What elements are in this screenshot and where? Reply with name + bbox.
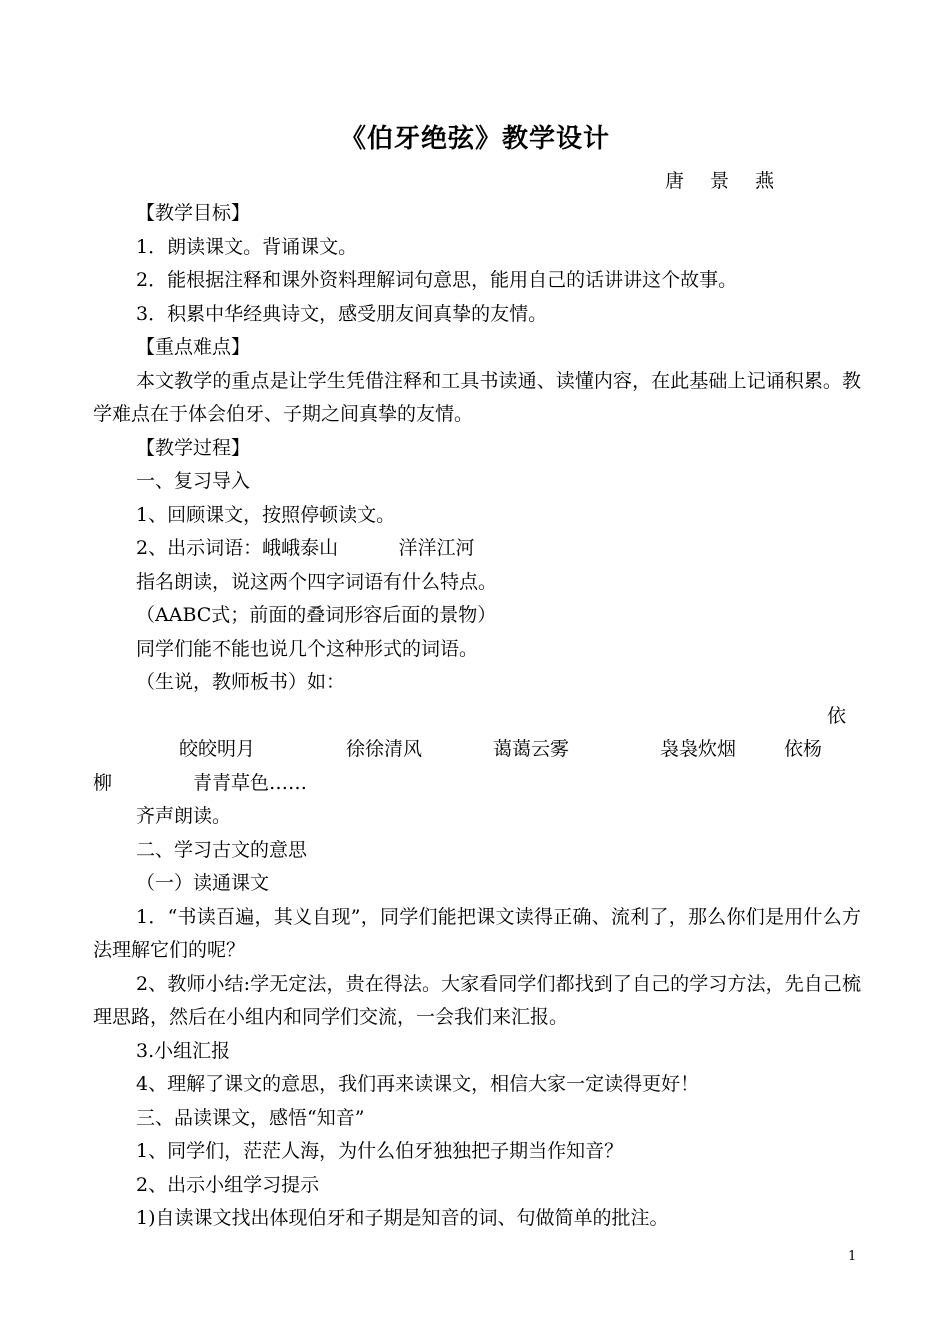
paragraph: 1、回顾课文，按照停顿读文。: [136, 503, 396, 526]
word-item: 青青草色……: [193, 771, 308, 794]
page-number: 1: [848, 1249, 857, 1264]
paragraph: 齐声朗读。: [136, 805, 232, 827]
word-item: 依依杨: [784, 704, 847, 760]
document-title: 《伯牙绝弦》教学设计: [339, 124, 610, 154]
objective-item: 3．积累中华经典诗文，感受朋友间真挚的友情。: [136, 302, 548, 325]
paragraph: 指名朗读，说这两个四字词语有什么特点。: [136, 570, 498, 593]
word-item: 袅袅炊烟: [660, 738, 737, 760]
step-heading: 二、学习古文的意思: [136, 838, 308, 861]
word-list-continued: [93, 767, 861, 801]
objective-item: 2．能根据注释和课外资料理解词句意思，能用自己的话讲讲这个故事。: [136, 269, 738, 291]
paragraph: 4、理解了课文的意思，我们再来读课文，相信大家一定读得更好！: [136, 1073, 700, 1095]
document-body: [93, 197, 861, 1236]
paragraph: （AABC式；前面的叠词形容后面的景物）: [136, 604, 497, 626]
paragraph: 2、出示小组学习提示: [136, 1173, 320, 1196]
paragraph: 2、出示词语：峨峨泰山 洋洋江河: [136, 537, 475, 559]
section-heading-objectives: 【教学目标】: [136, 202, 251, 224]
key-points-paragraph: 本文教学的重点是让学生凭借注释和工具书读通、读懂内容，在此基础上记诵积累。教学难点在于体会伯牙、子期之间真挚的友情。: [93, 369, 861, 425]
section-heading-key-points: 【重点难点】: [136, 336, 251, 358]
author-name: 唐 景 燕: [665, 170, 785, 192]
word-item: 皎皎明月: [179, 738, 256, 760]
paragraph: 2、教师小结:学无定法，贵在得法。大家看同学们都找到了自己的学习方法，先自己梳理思路，然后在小组内和同学们交流，一会我们来汇报。: [93, 972, 861, 1028]
section-heading-process: 【教学过程】: [136, 436, 251, 459]
paragraph: 1)自读课文找出体现伯牙和子期是知音的词、句做简单的批注。: [136, 1207, 669, 1229]
word-item: 徐徐清风: [346, 738, 423, 760]
word-item: 柳: [93, 771, 113, 794]
paragraph: 3.小组汇报: [136, 1039, 231, 1062]
paragraph: 同学们能不能也说几个这种形式的词语。: [136, 637, 479, 660]
step-heading: 一、复习导入: [136, 470, 251, 492]
sub-heading: （一）读通课文: [136, 872, 270, 894]
word-item: 蔼蔼云雾: [493, 738, 570, 760]
paragraph: （生说，教师板书）如：: [136, 671, 346, 693]
paragraph: 1．“书读百遍，其义自现”，同学们能把课文读得正确、流利了，那么你们是用什么方法理解它们的呢？: [93, 905, 861, 961]
paragraph: 1、同学们，茫茫人海，为什么伯牙独独把子期当作知音？: [136, 1140, 624, 1162]
step-heading: 三、品读课文，感悟“知音”: [136, 1106, 365, 1129]
objective-item: 1．朗读课文。背诵课文。: [136, 235, 358, 258]
word-list: [93, 700, 861, 767]
